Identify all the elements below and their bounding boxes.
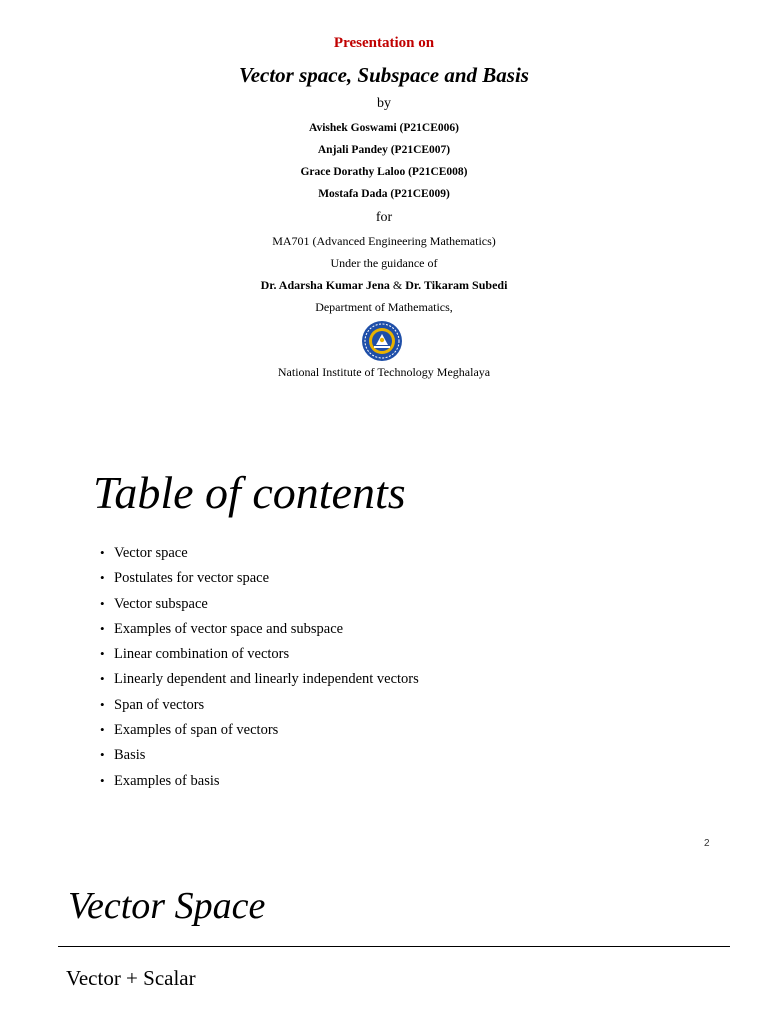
title-divider [58,946,730,947]
author-3: Grace Dorathy Laloo (P21CE008) [300,166,468,178]
list-item: • Examples of span of vectors [100,722,279,739]
guides-line [0,278,768,293]
list-item: • Span of vectors [100,696,205,713]
list-item: • Vector space [100,545,188,561]
guide-1: Dr. Adarsha Kumar Jena [260,278,390,292]
by-label: by [377,96,391,111]
presentation-title: Vector space, Subspace and Basis [239,63,529,87]
author-4: Mostafa Dada (P21CE009) [318,188,450,200]
slide-subtitle: Vector + Scalar [66,966,196,990]
guidance-label: Under the guidance of [330,256,438,270]
list-item: • Examples of vector space and subspace [100,620,344,637]
list-item: • Examples of basis [100,772,220,789]
guide-2: Dr. Tikaram Subedi [405,278,508,292]
page-number: 2 [704,838,710,849]
list-item: • Vector subspace [100,595,208,612]
course-name: MA701 (Advanced Engineering Mathematics) [272,234,496,248]
toc-list [100,545,419,798]
list-item: • Linear combination of vectors [100,646,290,663]
author-2: Anjali Pandey (P21CE007) [317,144,451,156]
toc-title: Table of contents [93,467,406,518]
institute-name: National Institute of Technology Meghalaya [277,365,491,379]
presentation-on-label: Presentation on [333,35,435,51]
list-item: • Linearly dependent and linearly independent vectors [100,671,419,688]
title-slide [0,0,768,400]
department-name: Department of Mathematics, [315,300,453,314]
slide-title: Vector Space [68,885,266,927]
for-label: for [375,210,393,225]
author-1: Avishek Goswami (P21CE006) [309,122,459,134]
guide-separator: & [389,278,406,292]
institute-seal-icon [357,320,407,362]
list-item: • Postulates for vector space [100,570,270,587]
list-item: • Basis [100,747,146,764]
